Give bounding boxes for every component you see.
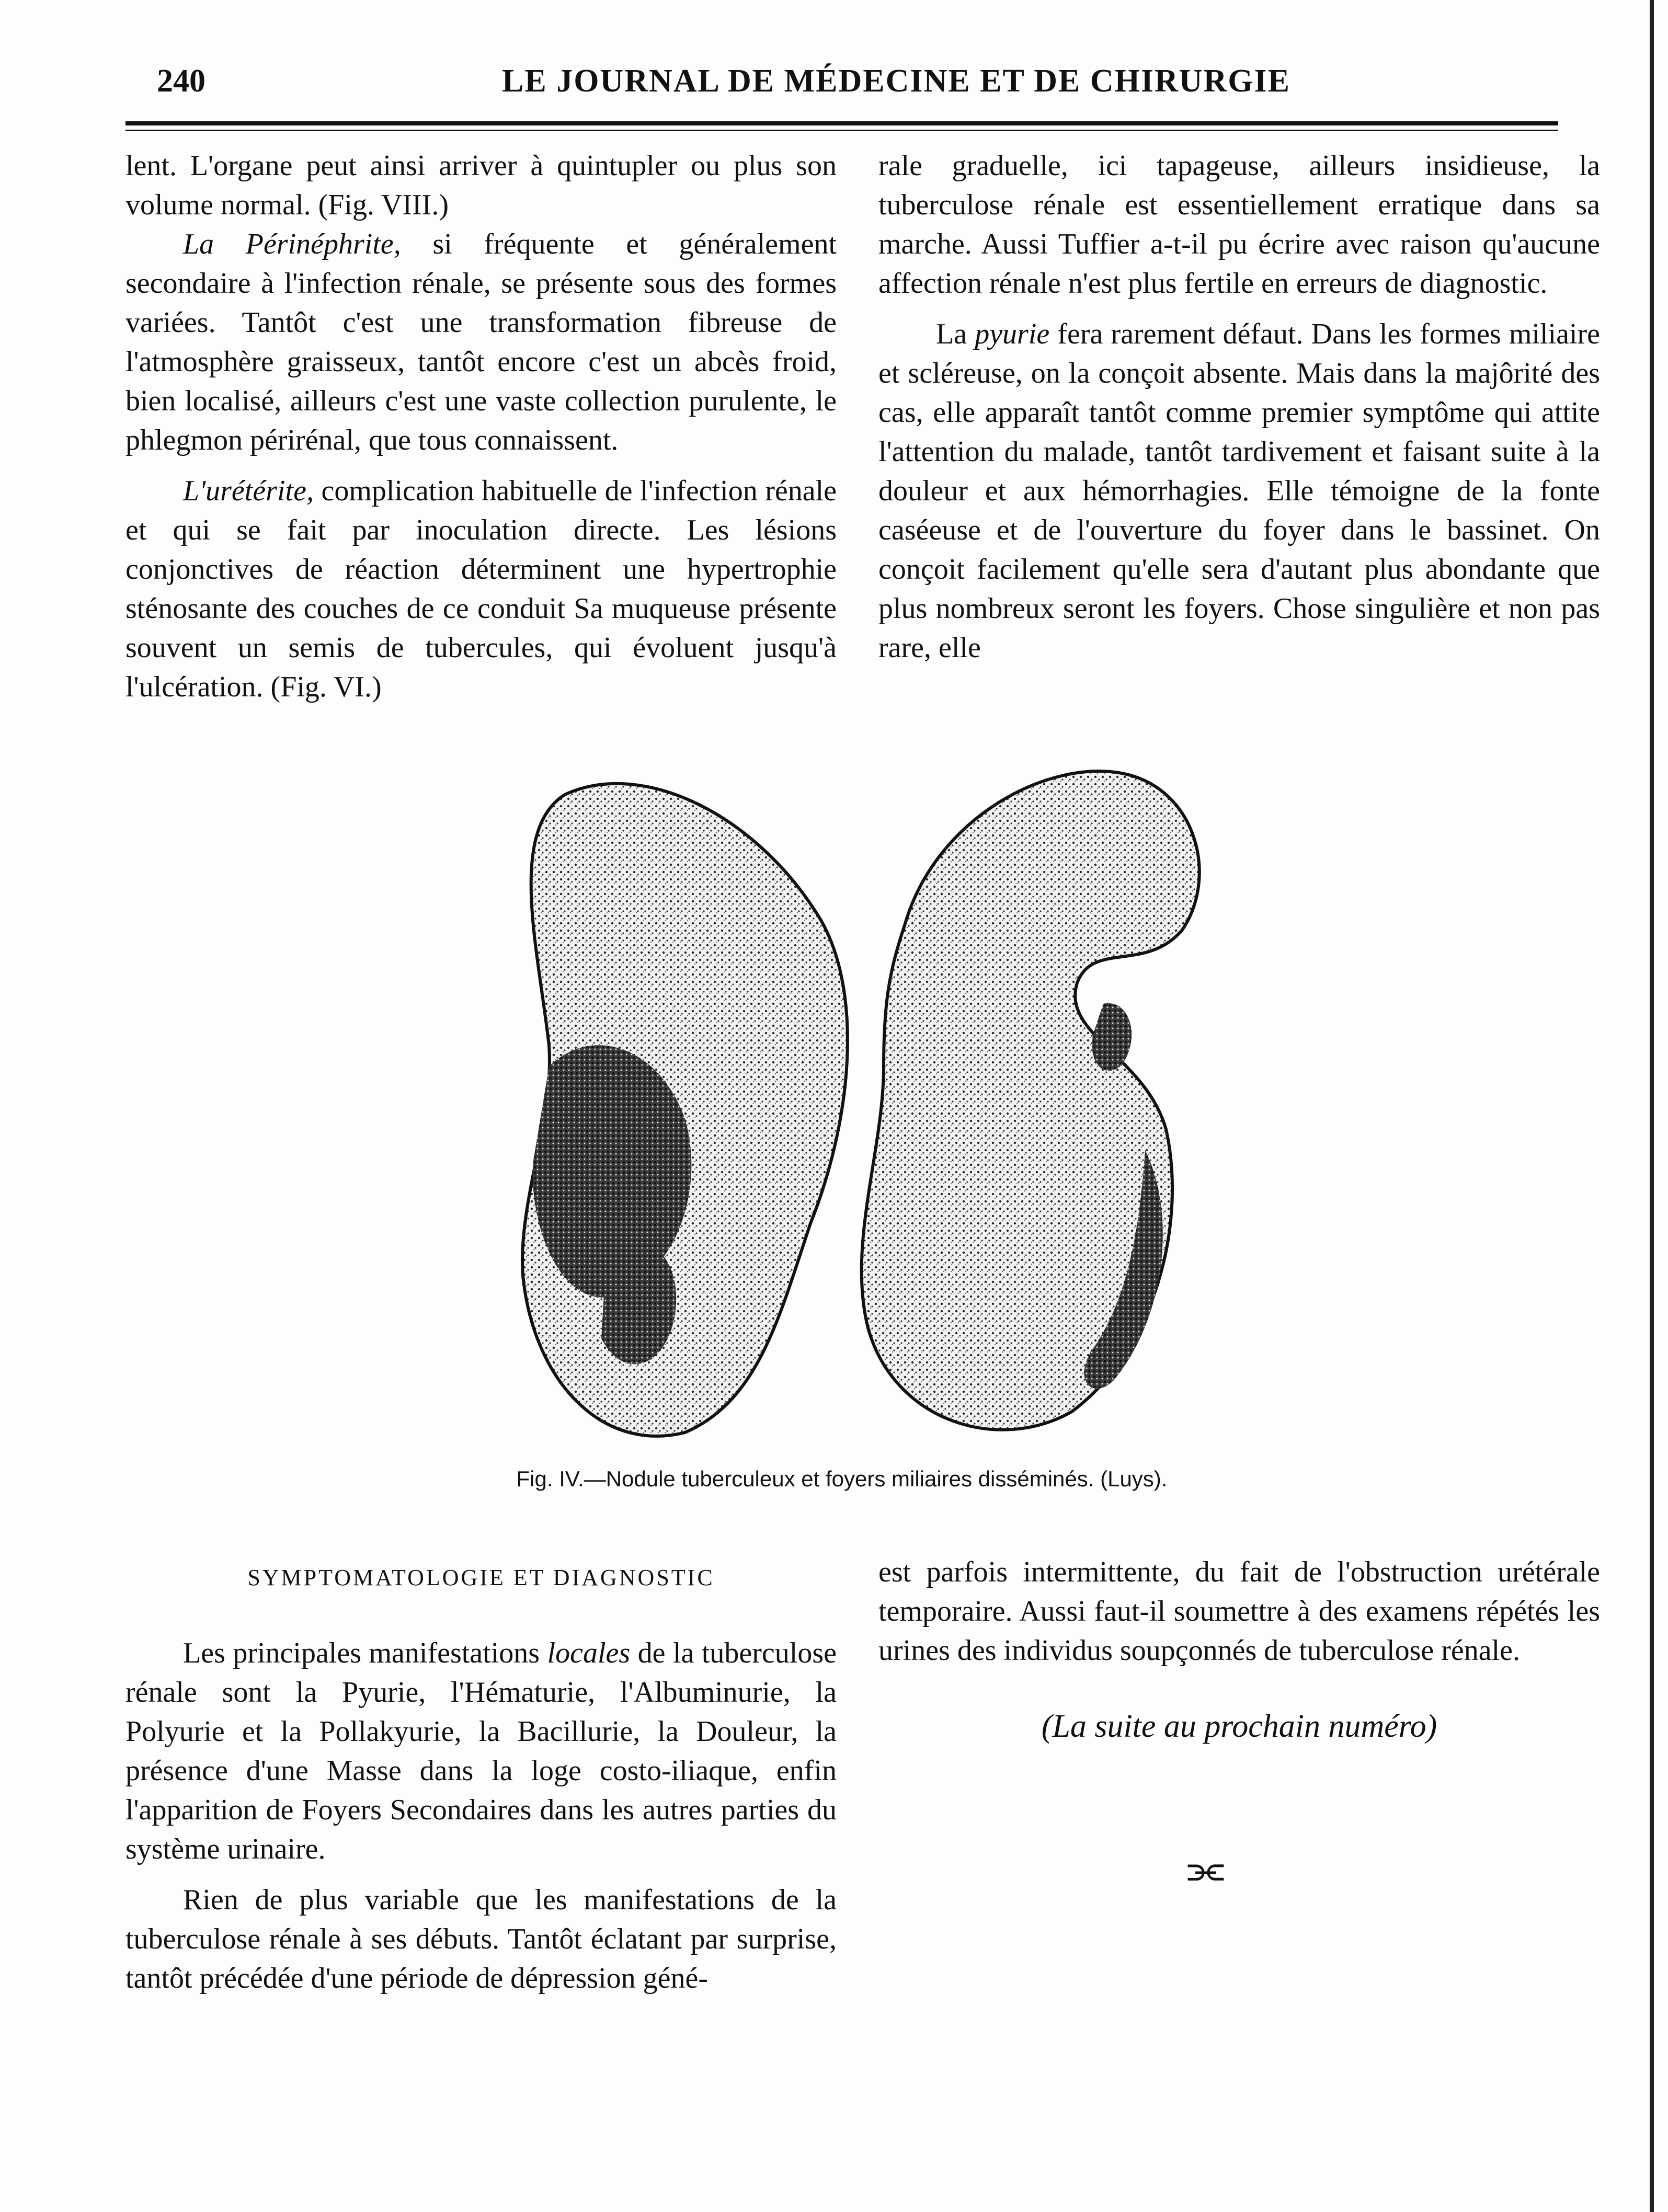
term-ureterite: L'urétérite, [183,475,314,507]
page-header [125,58,1506,110]
term-locales: locales [547,1637,631,1669]
section-heading: SYMPTOMATOLOGIE ET DIAGNOSTIC [247,1565,715,1590]
header-rule [125,121,1558,125]
term-pyurie: pyurie [975,318,1050,350]
column-left-top [125,146,837,707]
kidney-right-lesion [1092,1003,1132,1071]
column-right-bottom [878,1553,1600,1746]
paragraph-manifestations: Les principales manifestations locales de la tuberculose rénale sont la Pyurie, l'Hématurie, l'Albuminurie, la Polyurie et la Pollakyurie, la Bacillurie, la Douleur, la présence d'une Masse dans la loge costo-iliaque, enfin l'apparition de Foyers Secondaires dans les autres parties du système urinaire. [125,1637,837,1865]
paragraph: lent. L'organe peut ainsi arriver à quintupler ou plus son volume normal. (Fig. VIII.) [125,150,837,221]
header-rule-thin [125,130,1558,131]
paragraph: Rien de plus variable que les manifestations de la tuberculose rénale à ses débuts. Tantôt éclatant par surprise, tantôt précédée d'une période de dépression géné- [125,1884,837,1995]
page-edge-border [1650,0,1654,2212]
figure-caption: Fig. IV.—Nodule tuberculeux et foyers miliaires disséminés. (Luys). [516,1466,1168,1491]
kidney-right-half [862,771,1199,1430]
page-number: 240 [157,63,205,99]
paragraph: rale graduelle, ici tapageuse, ailleurs insidieuse, la tuberculose rénale est essentiellement erratique dans sa marche. Aussi Tuffier a-t-il pu écrire avec raison qu'aucune affection rénale n'est plus fertile en erreurs de diagnostic. [878,150,1600,300]
term-perinephrite: La Périnéphrite, [183,228,401,260]
continuation-note: (La suite au prochain numéro) [1041,1709,1437,1744]
figure-kidney-illustration [486,753,1239,1464]
column-right-top [878,146,1600,668]
column-left-bottom [125,1553,837,1998]
running-title: LE JOURNAL DE MÉDECINE ET DE CHIRURGIE [502,63,1290,99]
paragraph: est parfois intermittente, du fait de l'obstruction urétérale temporaire. Aussi faut-il soumettre à des examens répétés les urines des individus soupçonnés de tuberculose rénale. [878,1556,1600,1667]
kidney-engraving [486,753,1239,1464]
paragraph-ureterite: L'urétérite, complication habituelle de l'infection rénale et qui se fait par inoculation directe. Les lésions conjonctives de réaction déterminent une hypertrophie sténosante des couches de ce conduit Sa muqueuse présente souvent un semis de tubercules, qui évoluent jusqu'à l'ulcération. (Fig. VI.) [125,475,837,703]
paragraph-pyurie: La pyurie fera rarement défaut. Dans les formes miliaire et scléreuse, on la conçoit absente. Mais dans la majôrité des cas, elle apparaît tantôt comme premier symptôme qui attite l'attention du malade, tantôt tardivement et faisant suite à la douleur et aux hémorrhagies. Elle témoigne de la fonte caséeuse et de l'ouverture du foyer dans le bassinet. On conçoit facilement qu'elle sera d'autant plus abondante que plus nombreux seront les foyers. Chose singulière et non pas rare, elle [878,318,1601,664]
ornament-icon: ⫘ [1187,1846,1225,1892]
paragraph-perinephrite: La Périnéphrite, si fréquente et généralement secondaire à l'infection rénale, se présente sous des formes variées. Tantôt c'est une transformation fibreuse de l'atmosphère graisseux, tantôt encore c'est un abcès froid, bien localisé, ailleurs c'est une vaste collection purulente, le phlegmon périrénal, que tous connaissent. [125,228,837,456]
